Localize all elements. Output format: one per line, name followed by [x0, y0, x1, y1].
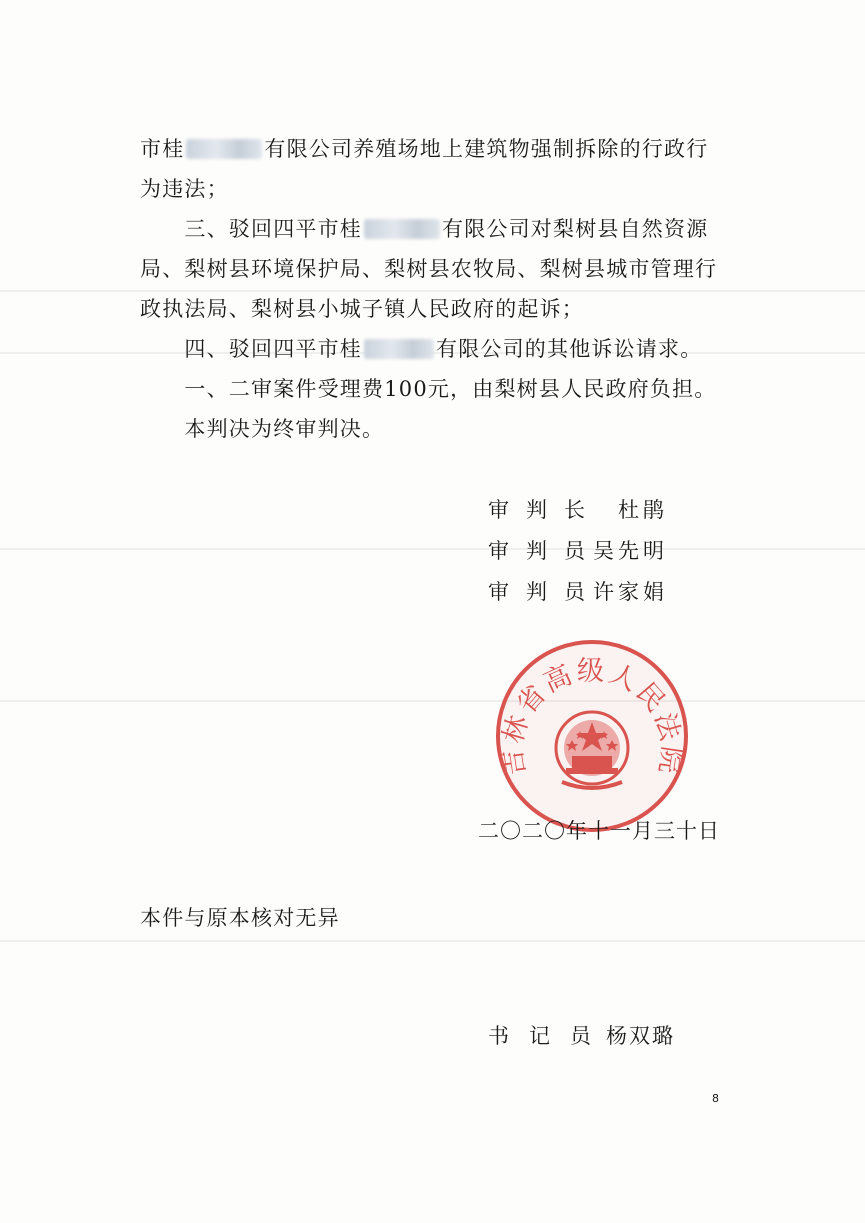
paragraph-line-2: 为违法；: [140, 177, 229, 201]
redacted-company-name: [186, 139, 262, 159]
verification-statement: 本件与原本核对无异: [140, 906, 340, 930]
paragraph-item-4: 四、驳回四平市桂 有限公司的其他诉讼请求。: [140, 337, 703, 361]
redacted-company-name: [364, 339, 434, 359]
paragraph-final: 本判决为终审判决。: [140, 417, 385, 441]
seal-text: 吉林省高级人民法院: [496, 655, 688, 779]
judgment-date: 二〇二〇年十一月三十日: [478, 819, 720, 843]
judge-row: 审判长 杜鹃: [488, 498, 668, 522]
court-seal: [492, 636, 692, 836]
redacted-company-name: [364, 219, 440, 239]
clerk-row: 书记员杨双璐: [488, 1024, 675, 1048]
paragraph-line-5: 政执法局、梨树县小城子镇人民政府的起诉；: [140, 297, 584, 321]
judge-row: 审判员吴先明: [488, 539, 668, 563]
paragraph-line-4: 局、梨树县环境保护局、梨树县农牧局、梨树县城市管理行: [140, 257, 718, 281]
paragraph-item-3: 三、驳回四平市桂 有限公司对梨树县自然资源: [140, 217, 709, 241]
page-number: 8: [712, 1092, 719, 1105]
judge-row: 审判员许家娟: [488, 580, 668, 604]
paragraph-fee: 一、二审案件受理费100元，由梨树县人民政府负担。: [140, 377, 717, 401]
paragraph-line-1: 市桂 有限公司养殖场地上建筑物强制拆除的行政行: [140, 137, 709, 161]
